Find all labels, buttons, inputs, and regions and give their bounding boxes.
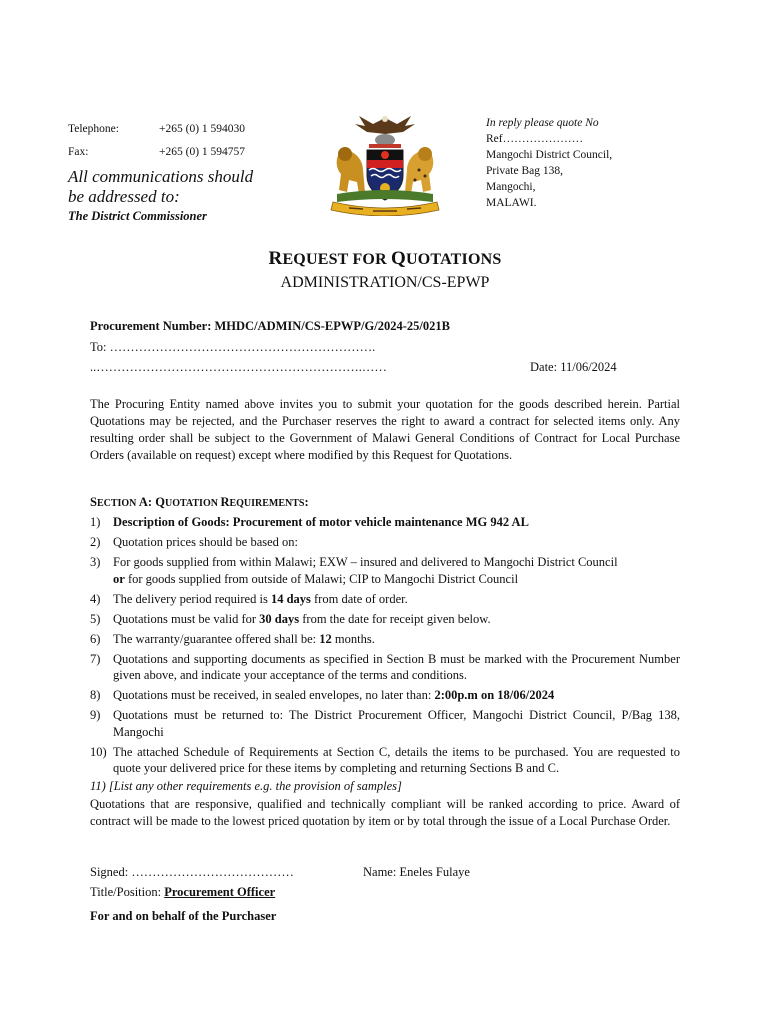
- district-commissioner: The District Commissioner: [68, 209, 207, 223]
- list-item: [90, 687, 680, 704]
- reference-field: Ref…………………: [486, 133, 584, 145]
- item-text: months.: [331, 631, 375, 646]
- item-number: 1): [90, 515, 101, 529]
- on-behalf-line: For and on behalf of the Purchaser: [90, 909, 277, 923]
- requirements-list: [90, 514, 680, 780]
- sec-equirements: EQUIREMENTS: [229, 498, 305, 509]
- item-number: 2): [90, 535, 101, 549]
- title-label: Title/Position:: [90, 885, 165, 899]
- item-number: 7): [90, 651, 101, 666]
- document-title: [0, 248, 770, 270]
- leopard-icon: [405, 147, 433, 194]
- item-text-bold: or: [113, 571, 125, 586]
- reply-address-block: [486, 115, 612, 211]
- signature-line: Signed: …………………………………: [90, 865, 294, 879]
- item-number: 5): [90, 611, 101, 626]
- lion-icon: [337, 147, 365, 194]
- title-value: Procurement Officer: [164, 885, 276, 899]
- item-number: 8): [90, 688, 101, 702]
- list-item: [90, 534, 680, 551]
- signatory-title: [90, 885, 275, 900]
- item-number: 3): [90, 555, 101, 569]
- item-text: The attached Schedule of Requirements at Section C, details the items to be purchased. You are requested to quote your delivered price for these items by completing and returning Sections B and C.: [113, 744, 680, 775]
- list-item: [90, 707, 680, 740]
- address-line-2: Private Bag 138,: [486, 165, 563, 177]
- sec-q: Q: [155, 495, 165, 509]
- list-item: [90, 591, 680, 608]
- list-item: [90, 651, 680, 684]
- list-item: [90, 514, 680, 531]
- item-text: The delivery period required is: [113, 591, 271, 606]
- item-text: Quotations must be valid for: [113, 611, 260, 626]
- sec-a: A:: [138, 495, 156, 509]
- section-a-heading: [90, 495, 309, 510]
- signatory-name: Name: Eneles Fulaye: [363, 865, 470, 879]
- malawi-coat-of-arms-icon: [329, 110, 441, 216]
- item-number: 6): [90, 631, 101, 646]
- communications-line-1: All communications should: [68, 167, 254, 186]
- title-initial-r: R: [268, 248, 283, 269]
- intro-paragraph: The Procuring Entity named above invites you to submit your quotation for the goods described herein. Partial Quotations may be rejected, and the Purchaser reserves the right to award a contract for selected items only. Any resulting order shall be subject to the Government of Malawi General Conditions of Contract for Local Purchase Orders (available on request) except where modified by this Request for Quotations.: [90, 397, 680, 462]
- list-item: [90, 611, 680, 628]
- item-text: for goods supplied from outside of Malawi; CIP to Mangochi District Council: [124, 571, 519, 586]
- item-text: Quotations must be returned to: The District Procurement Officer, Mangochi District Council, P/Bag 138, Mangochi: [113, 708, 680, 739]
- list-item: [90, 631, 680, 648]
- sec-ection: ECTION: [96, 498, 139, 509]
- item-text-bold: 30 days: [259, 611, 300, 626]
- item-text-bold: 14 days: [270, 591, 311, 606]
- item-text: The warranty/guarantee offered shall be:: [113, 631, 320, 646]
- procurement-number: Procurement Number: MHDC/ADMIN/CS-EPWP/G/2024-25/021B: [90, 319, 450, 333]
- address-line-4: MALAWI.: [486, 197, 537, 209]
- item-text: from date of order.: [310, 591, 408, 606]
- item-text: Quotations and supporting documents as specified in Section B must be marked with the Procurement Number given above, and indicate your acceptance of the terms and conditions.: [113, 651, 680, 682]
- telephone-value: +265 (0) 1 594030: [159, 123, 246, 135]
- fax-label: Fax:: [68, 146, 89, 158]
- eagle-icon: [355, 116, 415, 134]
- list-item-11: 11) [List any other requirements e.g. the provision of samples]: [90, 779, 402, 793]
- to-field-continuation: ..……………………………………………………….……: [90, 360, 387, 374]
- list-item: [90, 744, 680, 777]
- title-initial-q: Q: [391, 248, 407, 269]
- address-line-3: Mangochi,: [486, 181, 536, 193]
- address-line-1: Mangochi District Council,: [486, 149, 613, 161]
- item-text: For goods supplied from within Malawi; EXW – insured and delivered to Mangochi District Council: [113, 555, 618, 569]
- item-text: Description of Goods: Procurement of motor vehicle maintenance MG 942 AL: [113, 515, 529, 529]
- closing-paragraph: Quotations that are responsive, qualified and technically compliant will be ranked according to price. Award of contract will be made to the lowest priced quotation by item or by total through the issue of a Local Purchase Order.: [90, 797, 680, 828]
- item-number: 10): [90, 744, 107, 759]
- sec-r: R: [220, 495, 230, 509]
- title-part-1: EQUEST FOR: [282, 251, 392, 268]
- item-text-bold: 12: [319, 631, 332, 646]
- item-text: Quotation prices should be based on:: [113, 535, 299, 549]
- communications-note: [68, 167, 298, 207]
- telephone-label: Telephone:: [68, 123, 119, 135]
- communications-line-2: be addressed to:: [68, 187, 180, 206]
- sec-s: S: [90, 495, 97, 509]
- fax-value: +265 (0) 1 594757: [159, 146, 246, 158]
- list-item: [90, 554, 680, 587]
- item-number: 9): [90, 708, 101, 722]
- document-subtitle: ADMINISTRATION/CS-EPWP: [280, 274, 490, 291]
- document-date: Date: 11/06/2024: [530, 360, 617, 374]
- to-field: To: ……………………………………………………….: [90, 340, 376, 354]
- item-text-bold: 2:00p.m on 18/06/2024: [434, 688, 555, 702]
- motto-ribbon-icon: [331, 202, 439, 216]
- sec-uotation: UOTATION: [164, 498, 221, 509]
- item-text: Quotations must be received, in sealed envelopes, no later than:: [113, 688, 435, 702]
- reply-quote: In reply please quote No: [486, 117, 599, 129]
- item-text: from the date for receipt given below.: [299, 611, 491, 626]
- title-part-2: UOTATIONS: [406, 251, 502, 268]
- sec-colon: :: [304, 495, 309, 509]
- item-number: 4): [90, 591, 101, 606]
